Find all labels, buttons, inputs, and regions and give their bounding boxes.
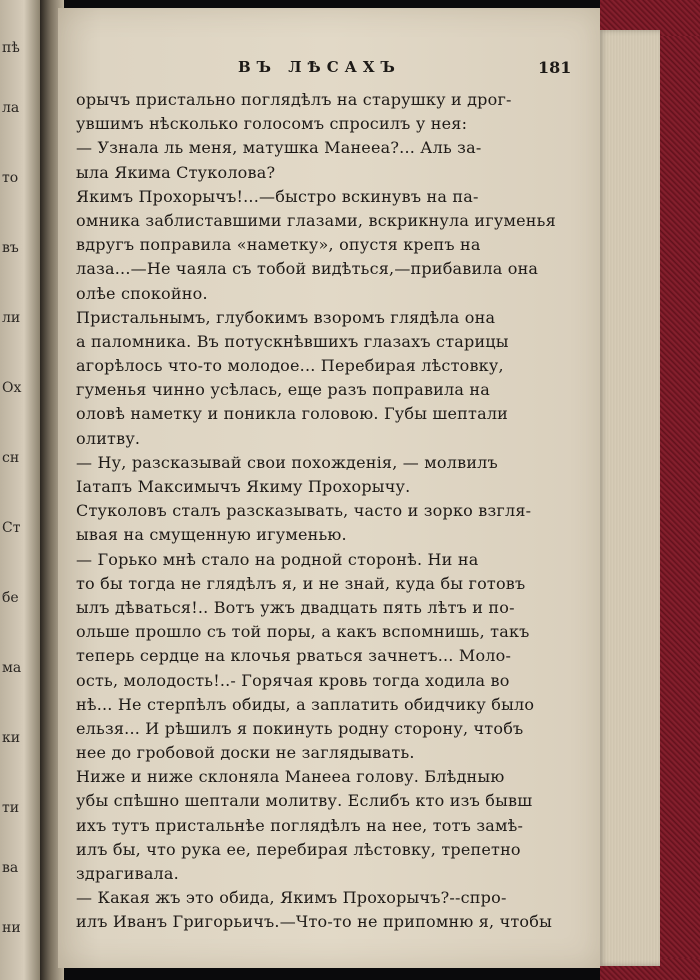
text-line: олитву. [76, 428, 141, 448]
text-line: — Горько мнѣ стало на родной сторонѣ. Ни на [76, 549, 479, 569]
left-page-fragment: ти [2, 800, 20, 816]
text-line: вдругъ поправила «наметку», опустя крепъ на [76, 235, 481, 255]
left-page-fragment: въ [2, 240, 19, 256]
left-page-fragment: сн [2, 450, 20, 466]
text-line: илъ бы, что рука ее, перебирая лѣстовку, трепетно [76, 839, 521, 859]
body-text [76, 88, 576, 935]
text-line: омника заблиставшими глазами, вскрикнула игуменья [76, 210, 556, 230]
left-page-fragment: ли [2, 310, 21, 326]
text-line: нѣ... Не стерпѣлъ обиды, а заплатить обидчику было [76, 694, 535, 714]
text-line: — Ну, разсказывай свои похожденія, — молвилъ [76, 452, 498, 472]
left-page-fragment: то [2, 170, 19, 186]
page-fore-edge [598, 30, 660, 966]
text-line: орычъ пристально поглядѣлъ на старушку и дрог- [76, 90, 512, 109]
text-line: нее до гробовой доски не заглядывать. [76, 743, 415, 763]
text-line: теперь сердце на клочья рваться зачнетъ... Моло- [76, 646, 512, 666]
text-line: здрагивала. [76, 864, 179, 883]
left-page-fragment: ма [2, 660, 22, 676]
text-line: Іатапъ Максимычъ Якиму Прохорычу. [76, 477, 411, 496]
left-page-fragment: Ст [2, 520, 21, 536]
text-line: илъ Иванъ Григорьичъ.—Что-то не припомню я, чтобы [76, 912, 553, 932]
left-page-fragment: Ох [2, 380, 22, 396]
text-line: гуменья чинно усѣлась, еще разъ поправила на [76, 380, 491, 400]
text-line: ывая на смущенную игуменью. [76, 525, 347, 545]
text-line: оловѣ наметку и поникла головою. Губы шептали [76, 404, 509, 424]
left-page-fragment: ла [2, 100, 20, 116]
left-page-fragment: ки [2, 730, 21, 746]
text-line: увшимъ нѣсколько голосомъ спросилъ у нея: [76, 114, 468, 134]
text-line: олѣе спокойно. [76, 283, 208, 303]
text-line: Ниже и ниже склоняла Манееа голову. Блѣдныю [76, 767, 505, 787]
text-line: ыла Якима Стуколова? [76, 162, 276, 182]
text-line: то бы тогда не глядѣлъ я, и не знай, куда бы готовъ [76, 573, 526, 593]
text-line: ылъ дѣваться!.. Вотъ ужъ двадцать пять лѣтъ и по- [76, 597, 515, 617]
text-line: ихъ тутъ пристальнѣе поглядѣлъ на нее, тотъ замѣ- [76, 815, 524, 835]
left-page-fragment: пѣ [2, 40, 20, 56]
text-line: Пристальнымъ, глубокимъ взоромъ глядѣла она [76, 307, 496, 327]
text-line: агорѣлось что-то молодое... Перебирая лѣстовку, [76, 356, 504, 376]
text-line: — Какая жъ это обида, Якимъ Прохорычъ?--спро- [76, 888, 507, 908]
left-page-fragment: ни [2, 920, 21, 936]
text-line: ельзя... И рѣшилъ я покинуть родну сторону, чтобъ [76, 718, 524, 738]
facing-page-left [0, 0, 40, 980]
text-line: — Узнала ль меня, матушка Манееа?... Аль за- [76, 138, 482, 158]
text-line: Якимъ Прохорычъ!...—быстро вскинувъ на па- [76, 186, 479, 206]
page-number: 181 [538, 58, 572, 77]
left-page-fragment: ва [2, 860, 19, 876]
text-line: убы спѣшно шептали молитву. Еслибъ кто изъ бывш [76, 791, 533, 811]
text-line: лаза...—Не чаяла съ тобой видѣться,—прибавила она [76, 259, 539, 279]
book-page [58, 8, 600, 968]
left-page-fragment: бе [2, 590, 19, 606]
text-line: ольше прошло съ той поры, а какъ вспомнишь, такъ [76, 622, 530, 642]
text-line: ость, молодость!..- Горячая кровь тогда ходила во [76, 670, 510, 690]
text-line: а паломника. Въ потускнѣвшихъ глазахъ старицы [76, 331, 509, 351]
text-line: Стуколовъ сталъ разсказывать, часто и зорко взгля- [76, 501, 532, 521]
running-head: ВЪ ЛѢСАХЪ [238, 58, 401, 76]
